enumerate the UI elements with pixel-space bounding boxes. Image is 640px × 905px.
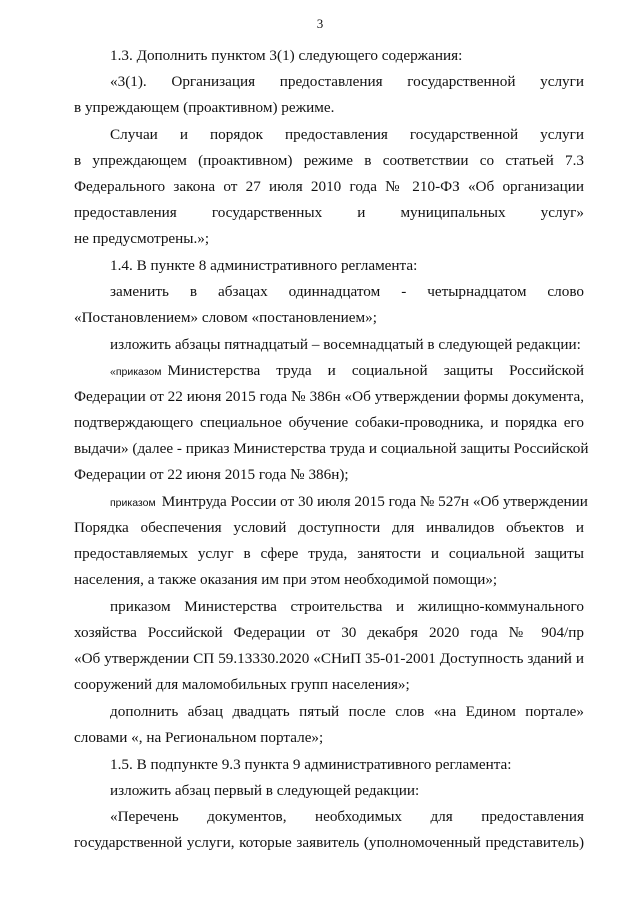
paragraph-line: Порядка обеспечения условий доступности для инвалидов объектов и — [74, 519, 584, 536]
paragraph-line: Федерального закона от 27 июля 2010 года № 210-ФЗ «Об организации — [74, 178, 584, 195]
page-number: 3 — [316, 16, 324, 31]
paragraph-line: государственной услуги, которые заявитель (уполномоченный представитель) — [74, 834, 584, 851]
paragraph-line: выдачи» (далее - приказ Министерства труда и социальной защиты Российской — [74, 440, 589, 457]
paragraph-line: сооружений для маломобильных групп населения»; — [74, 676, 410, 693]
paragraph-line: 1.4. В пункте 8 административного регламента: — [110, 257, 418, 274]
paragraph-line: Федерации от 22 июня 2015 года № 386н); — [74, 466, 349, 483]
paragraph-line: не предусмотрены.»; — [74, 230, 210, 247]
insertion-prefix: приказом — [110, 497, 156, 509]
paragraph-line: изложить абзацы пятнадцатый – восемнадцатый в следующей редакции: — [110, 336, 581, 353]
paragraph-text: Министерства труда и социальной защиты Российской — [167, 362, 584, 379]
paragraph-line: Случаи и порядок предоставления государственной услуги — [110, 126, 584, 143]
paragraph-line: предоставления государственных и муниципальных услуг» — [74, 204, 584, 221]
paragraph-line — [110, 492, 588, 513]
insertion-prefix: «приказом — [110, 366, 162, 378]
paragraph-line: приказом Министерства строительства и жилищно-коммунального — [110, 598, 584, 615]
paragraph-line: «3(1). Организация предоставления государственной услуги — [110, 73, 584, 90]
paragraph-line — [110, 361, 584, 382]
paragraph-line: хозяйства Российской Федерации от 30 декабря 2020 года № 904/пр — [74, 624, 584, 641]
paragraph-line: 1.5. В подпункте 9.3 пункта 9 административного регламента: — [110, 756, 512, 773]
paragraph-line: подтверждающего специальное обучение собаки-проводника, и порядка его — [74, 414, 584, 431]
paragraph-line: «Перечень документов, необходимых для предоставления — [110, 808, 584, 825]
paragraph-line: 1.3. Дополнить пунктом 3(1) следующего содержания: — [110, 47, 463, 64]
paragraph-line: словами «, на Региональном портале»; — [74, 729, 324, 746]
paragraph-line: Федерации от 22 июня 2015 года № 386н «Об утверждении формы документа, — [74, 388, 584, 405]
paragraph-line: «Постановлением» словом «постановлением»; — [74, 309, 377, 326]
paragraph-line: дополнить абзац двадцать пятый после слов «на Едином портале» — [110, 703, 584, 720]
paragraph-text: Минтруда России от 30 июля 2015 года № 527н «Об утверждении — [161, 493, 588, 510]
paragraph-line: заменить в абзацах одиннадцатом - четырнадцатом слово — [110, 283, 584, 300]
paragraph-line: изложить абзац первый в следующей редакции: — [110, 782, 420, 799]
paragraph-line: в упреждающем (проактивном) режиме в соответствии со статьей 7.3 — [74, 152, 584, 169]
paragraph-line: населения, а также оказания им при этом необходимой помощи»; — [74, 571, 498, 588]
paragraph-line: в упреждающем (проактивном) режиме. — [74, 99, 335, 116]
paragraph-line: предоставляемых услуг в сфере труда, занятости и социальной защиты — [74, 545, 584, 562]
paragraph-line: «Об утверждении СП 59.13330.2020 «СНиП 35-01-2001 Доступность зданий и — [74, 650, 584, 667]
